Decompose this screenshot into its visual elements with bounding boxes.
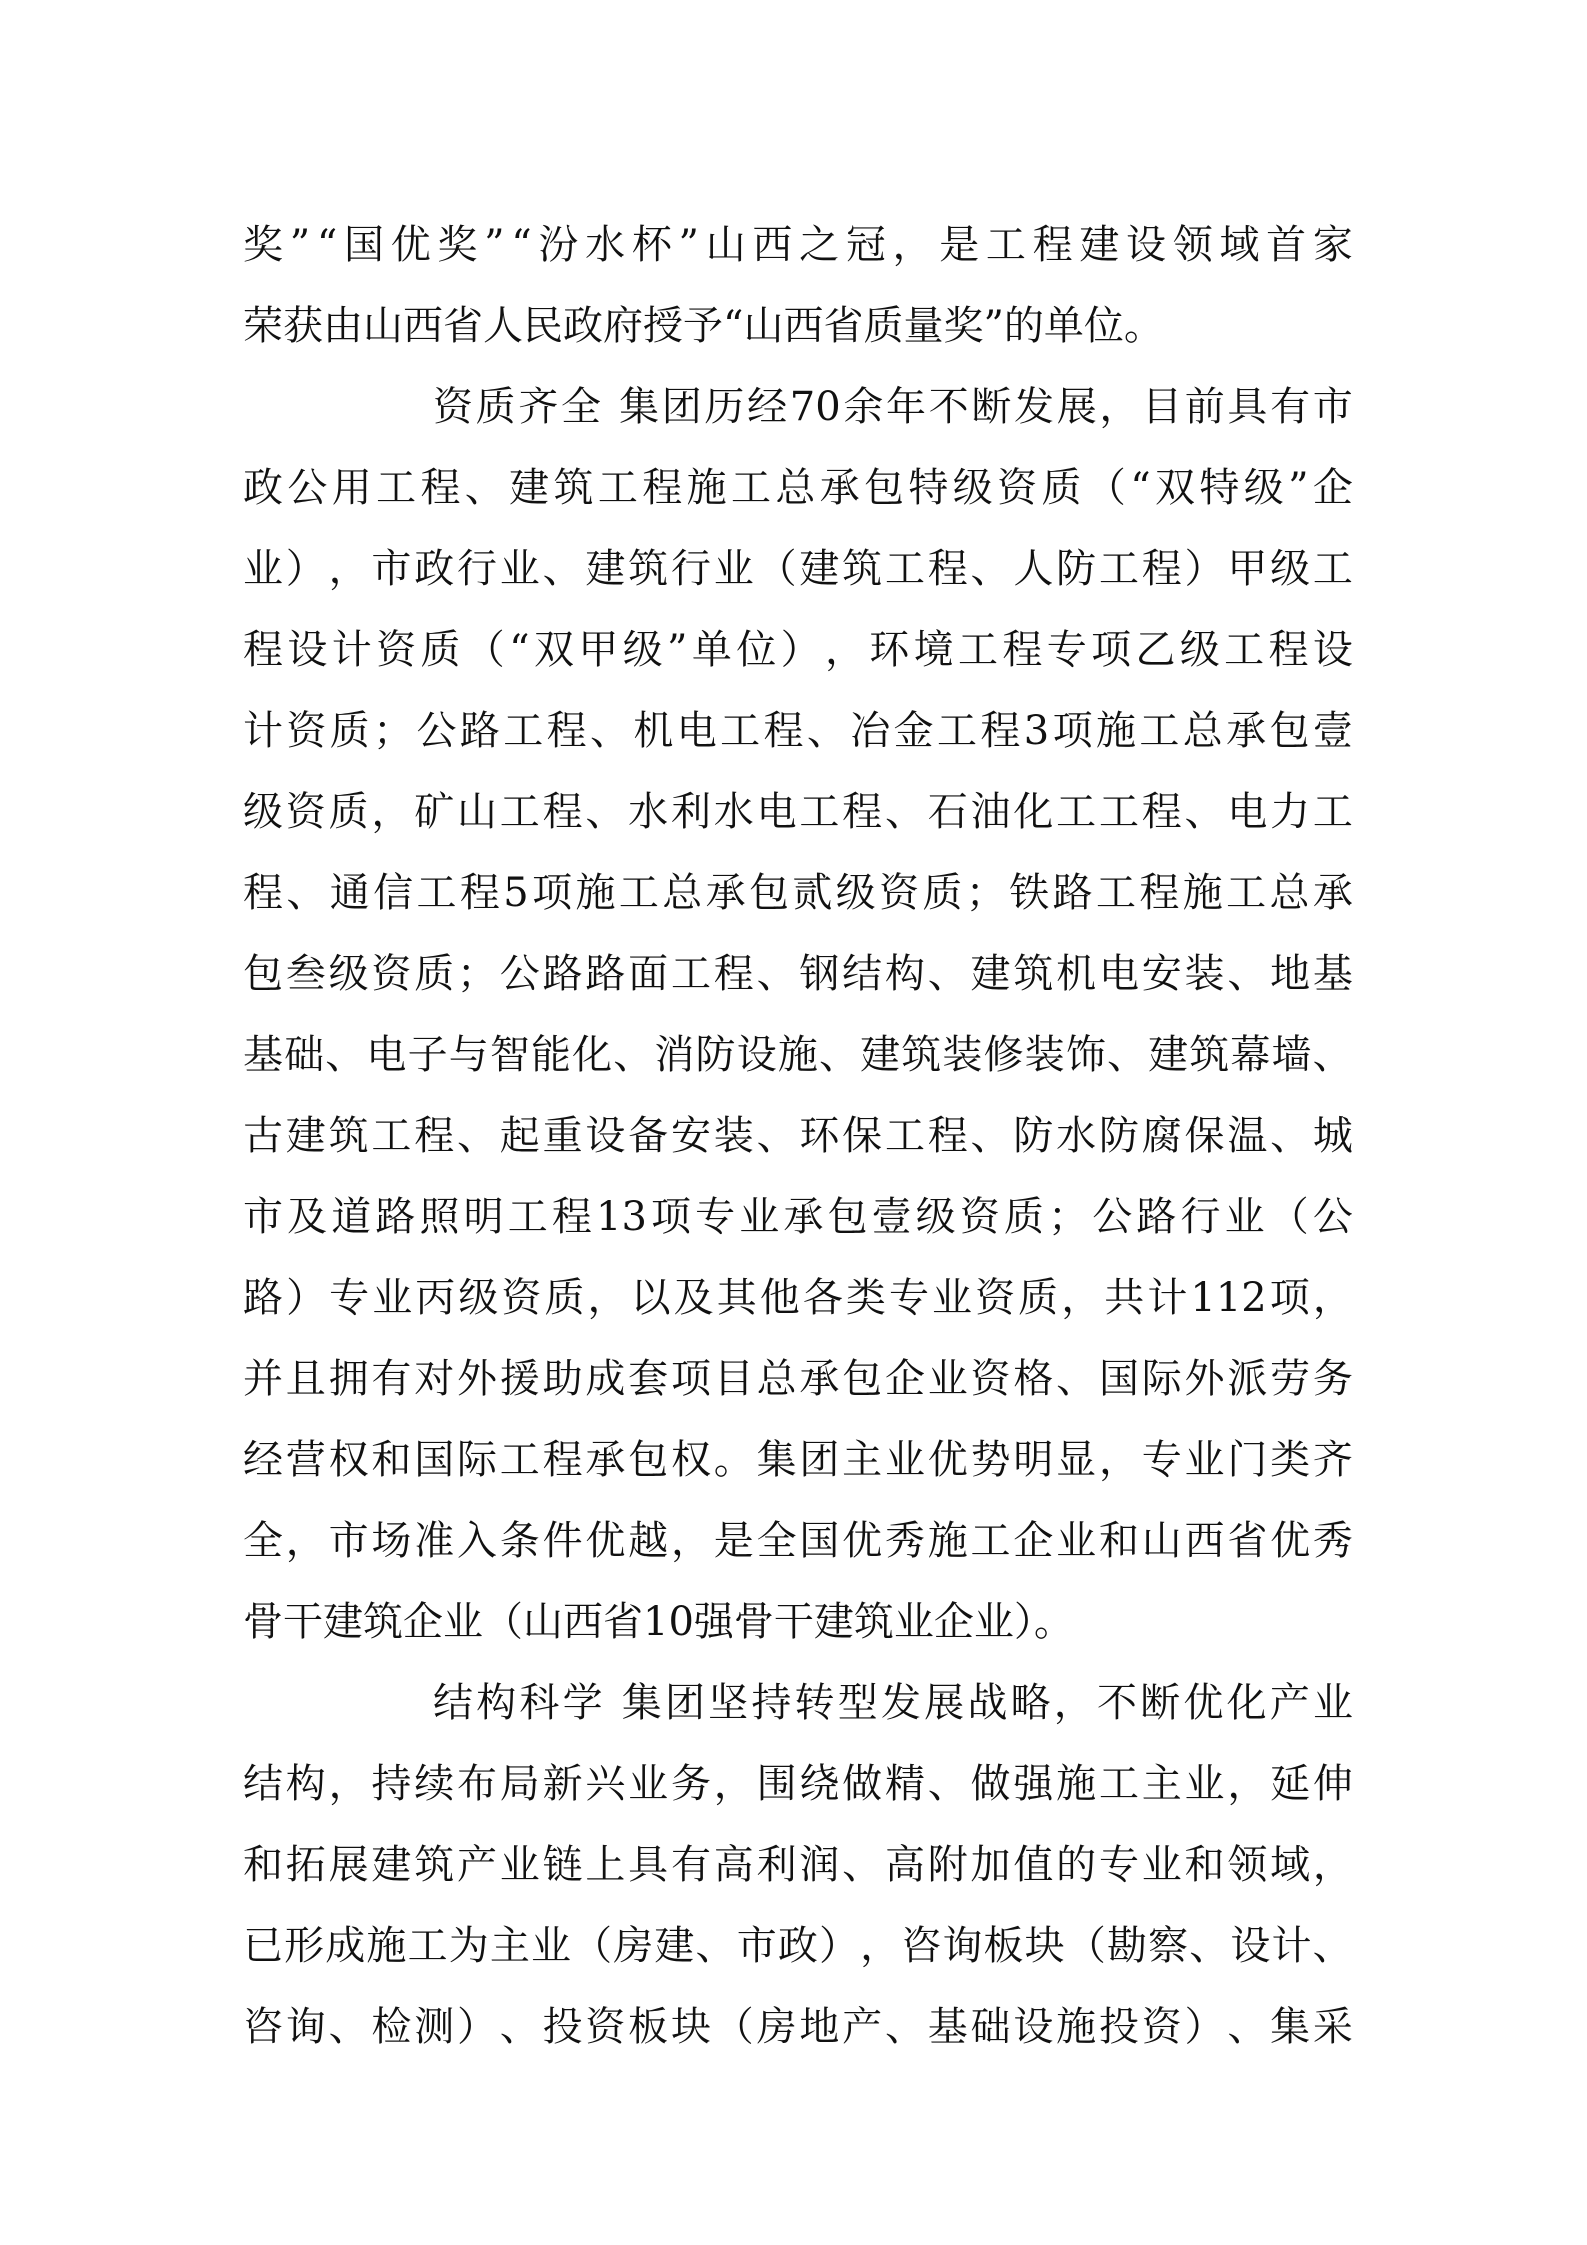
text-line: 计 资 质 ； 公 路 工 程 、 机 电 工 程 、 冶 金 工 程 3 项 施 工 总 承 包 壹	[243, 708, 1353, 754]
text-line: 程 、 通 信 工 程 5 项 施 工 总 承 包 贰 级 资 质 ； 铁 路 工 程 施 工 总 承	[243, 870, 1353, 916]
text-line: 经 营 权 和 国 际 工 程 承 包 权 。 集 团 主 业 优 势 明 显 ， 专 业 门 类 齐	[243, 1437, 1353, 1483]
text-line: 资 质 齐 全 集 团 历 经 70 余 年 不 断 发 展 ， 目 前 具 有 市	[433, 384, 1353, 430]
text-line: 业 ） ， 市 政 行 业 、 建 筑 行 业 （ 建 筑 工 程 、 人 防 工 程 ） 甲 级 工	[243, 546, 1353, 592]
text-line: 程 设 计 资 质 （ “ 双 甲 级 ” 单 位 ） ， 环 境 工 程 专 项 乙 级 工 程 设	[243, 627, 1353, 673]
text-line: 路 ） 专 业 丙 级 资 质 ， 以 及 其 他 各 类 专 业 资 质 ， 共 计 112 项 ，	[243, 1275, 1353, 1321]
text-line: 咨 询 、 检 测 ） 、 投 资 板 块 （ 房 地 产 、 基 础 设 施 投 资 ） 、 集 采	[243, 2004, 1353, 2050]
text-line: 结 构 科 学 集 团 坚 持 转 型 发 展 战 略 ， 不 断 优 化 产 业	[433, 1680, 1353, 1726]
text-line: 已 形 成 施 工 为 主 业 （ 房 建 、 市 政 ） ， 咨 询 板 块 （ 勘 察 、 设 计 、	[243, 1923, 1353, 1969]
text-line: 结 构 ， 持 续 布 局 新 兴 业 务 ， 围 绕 做 精 、 做 强 施 工 主 业 ， 延 伸	[243, 1761, 1353, 1807]
text-line: 古 建 筑 工 程 、 起 重 设 备 安 装 、 环 保 工 程 、 防 水 防 腐 保 温 、 城	[243, 1113, 1353, 1159]
text-line: 政 公 用 工 程 、 建 筑 工 程 施 工 总 承 包 特 级 资 质 （ “ 双 特 级 ” 企	[243, 465, 1353, 511]
text-line: 荣获由山西省人民政府授予“山西省质量奖”的单位。	[243, 303, 1164, 349]
text-line: 奖 ” “ 国 优 奖 ” “ 汾 水 杯 ” 山 西 之 冠 ， 是 工 程 建 设 领 域 首 家	[243, 222, 1353, 268]
text-line: 基 础 、 电 子 与 智 能 化 、 消 防 设 施 、 建 筑 装 修 装 饰 、 建 筑 幕 墙 、	[243, 1032, 1353, 1078]
text-line: 和 拓 展 建 筑 产 业 链 上 具 有 高 利 润 、 高 附 加 值 的 专 业 和 领 域 ，	[243, 1842, 1353, 1888]
text-line: 全 ， 市 场 准 入 条 件 优 越 ， 是 全 国 优 秀 施 工 企 业 和 山 西 省 优 秀	[243, 1518, 1353, 1564]
text-line: 骨干建筑企业（山西省10强骨干建筑业企业）。	[243, 1599, 1074, 1645]
document-page	[243, 205, 1353, 2068]
text-line: 级 资 质 ， 矿 山 工 程 、 水 利 水 电 工 程 、 石 油 化 工 工 程 、 电 力 工	[243, 789, 1353, 835]
text-line: 包 叁 级 资 质 ； 公 路 路 面 工 程 、 钢 结 构 、 建 筑 机 电 安 装 、 地 基	[243, 951, 1353, 997]
text-line: 并 且 拥 有 对 外 援 助 成 套 项 目 总 承 包 企 业 资 格 、 国 际 外 派 劳 务	[243, 1356, 1353, 1402]
text-line: 市 及 道 路 照 明 工 程 13 项 专 业 承 包 壹 级 资 质 ； 公 路 行 业 （ 公	[243, 1194, 1353, 1240]
